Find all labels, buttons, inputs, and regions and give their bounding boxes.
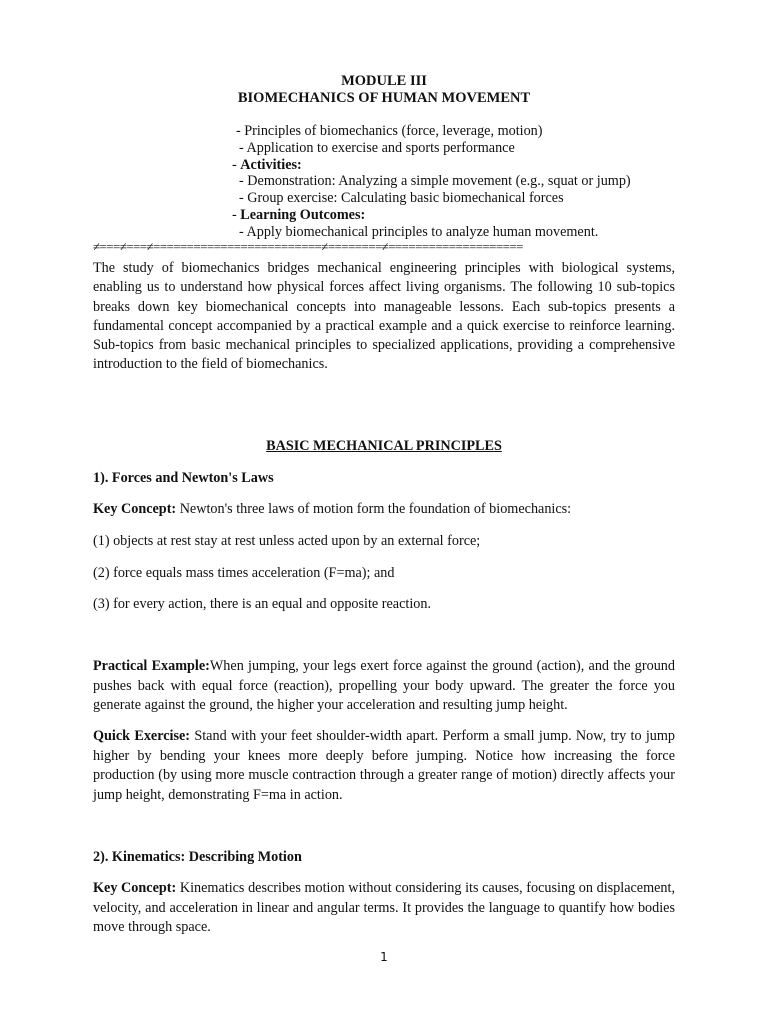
subtopic-2-heading: 2). Kinematics: Describing Motion — [93, 849, 302, 865]
activities-label: Activities: — [240, 156, 302, 173]
module-subtitle: BIOMECHANICS OF HUMAN MOVEMENT — [237, 90, 531, 106]
quick-exercise — [93, 727, 675, 805]
section-title: BASIC MECHANICAL PRINCIPLES — [266, 438, 502, 454]
quick-exercise-text: Stand with your feet shoulder-width apart. Perform a small jump. Now, try to jump higher by bending your knees more deeply before jumping. Notice how increasing the force production (by using more muscle contraction through a greater range of motion) directly affects your jump height, demonstrating F=ma in action. — [93, 728, 676, 803]
activity-line: - Demonstration: Analyzing a simple movement (e.g., squat or jump) — [239, 173, 631, 190]
key-concept-text: Newton's three laws of motion form the foundation of biomechanics: — [176, 501, 572, 517]
law-2: (2) force equals mass times acceleration (F=ma); and — [93, 565, 395, 581]
topic-line: - Application to exercise and sports performance — [239, 139, 515, 156]
topic-line: - Principles of biomechanics (force, leverage, motion) — [236, 123, 543, 139]
activity-line: - Group exercise: Calculating basic biomechanical forces — [239, 190, 564, 207]
subtopic-1-key-concept — [93, 500, 675, 520]
subtopic-1-heading: 1). Forces and Newton's Laws — [93, 470, 274, 486]
law-3: (3) for every action, there is an equal and opposite reaction. — [93, 596, 431, 612]
intro-paragraph: The study of biomechanics bridges mechanical engineering principles with biological systems, enabling us to understand how physical forces affect living organisms. The following 10 sub-topics breaks down key biomechanical concepts into manageable lessons. Each sub-topics presents a fundamental concept accompanied by a practical example and a quick exercise to reinforce learning. Sub-topics from basic mechanical principles to specialized applications, providing a comprehensive introduction to the field of biomechanics. — [93, 260, 675, 373]
practical-example — [93, 657, 675, 716]
module-title: MODULE III — [341, 73, 427, 89]
quick-exercise-label: Quick Exercise: — [93, 728, 191, 744]
outcomes-label: Learning Outcomes: — [240, 206, 366, 223]
outcomes-dash: - — [232, 206, 241, 223]
activities-dash: - — [232, 156, 241, 173]
activities-heading — [230, 157, 710, 174]
practical-example-label: Practical Example: — [93, 658, 210, 674]
outcomes-heading — [230, 207, 710, 224]
key-concept-text: Kinematics describes motion without considering its causes, focusing on displacement, velocity, and acceleration in linear and angular terms. It provides the language to quantify how bodies move through space. — [93, 880, 675, 935]
topics-list — [230, 123, 710, 241]
separator-line: ≠===≠===≠=========================≠========≠==================== — [93, 239, 523, 254]
page-number: 1 — [380, 950, 388, 964]
subtopic-2-key-concept — [93, 879, 675, 938]
key-concept-label: Key Concept: — [93, 501, 177, 517]
key-concept-label: Key Concept: — [93, 880, 177, 896]
outcome-line: - Apply biomechanical principles to analyze human movement. — [239, 223, 599, 240]
practical-example-text: When jumping, your legs exert force against the ground (action), and the ground pushes back with equal force (reaction), propelling your body upward. The greater the force you generate against the ground, the higher your acceleration and resulting jump height. — [93, 658, 675, 713]
law-1: (1) objects at rest stay at rest unless acted upon by an external force; — [93, 533, 481, 549]
